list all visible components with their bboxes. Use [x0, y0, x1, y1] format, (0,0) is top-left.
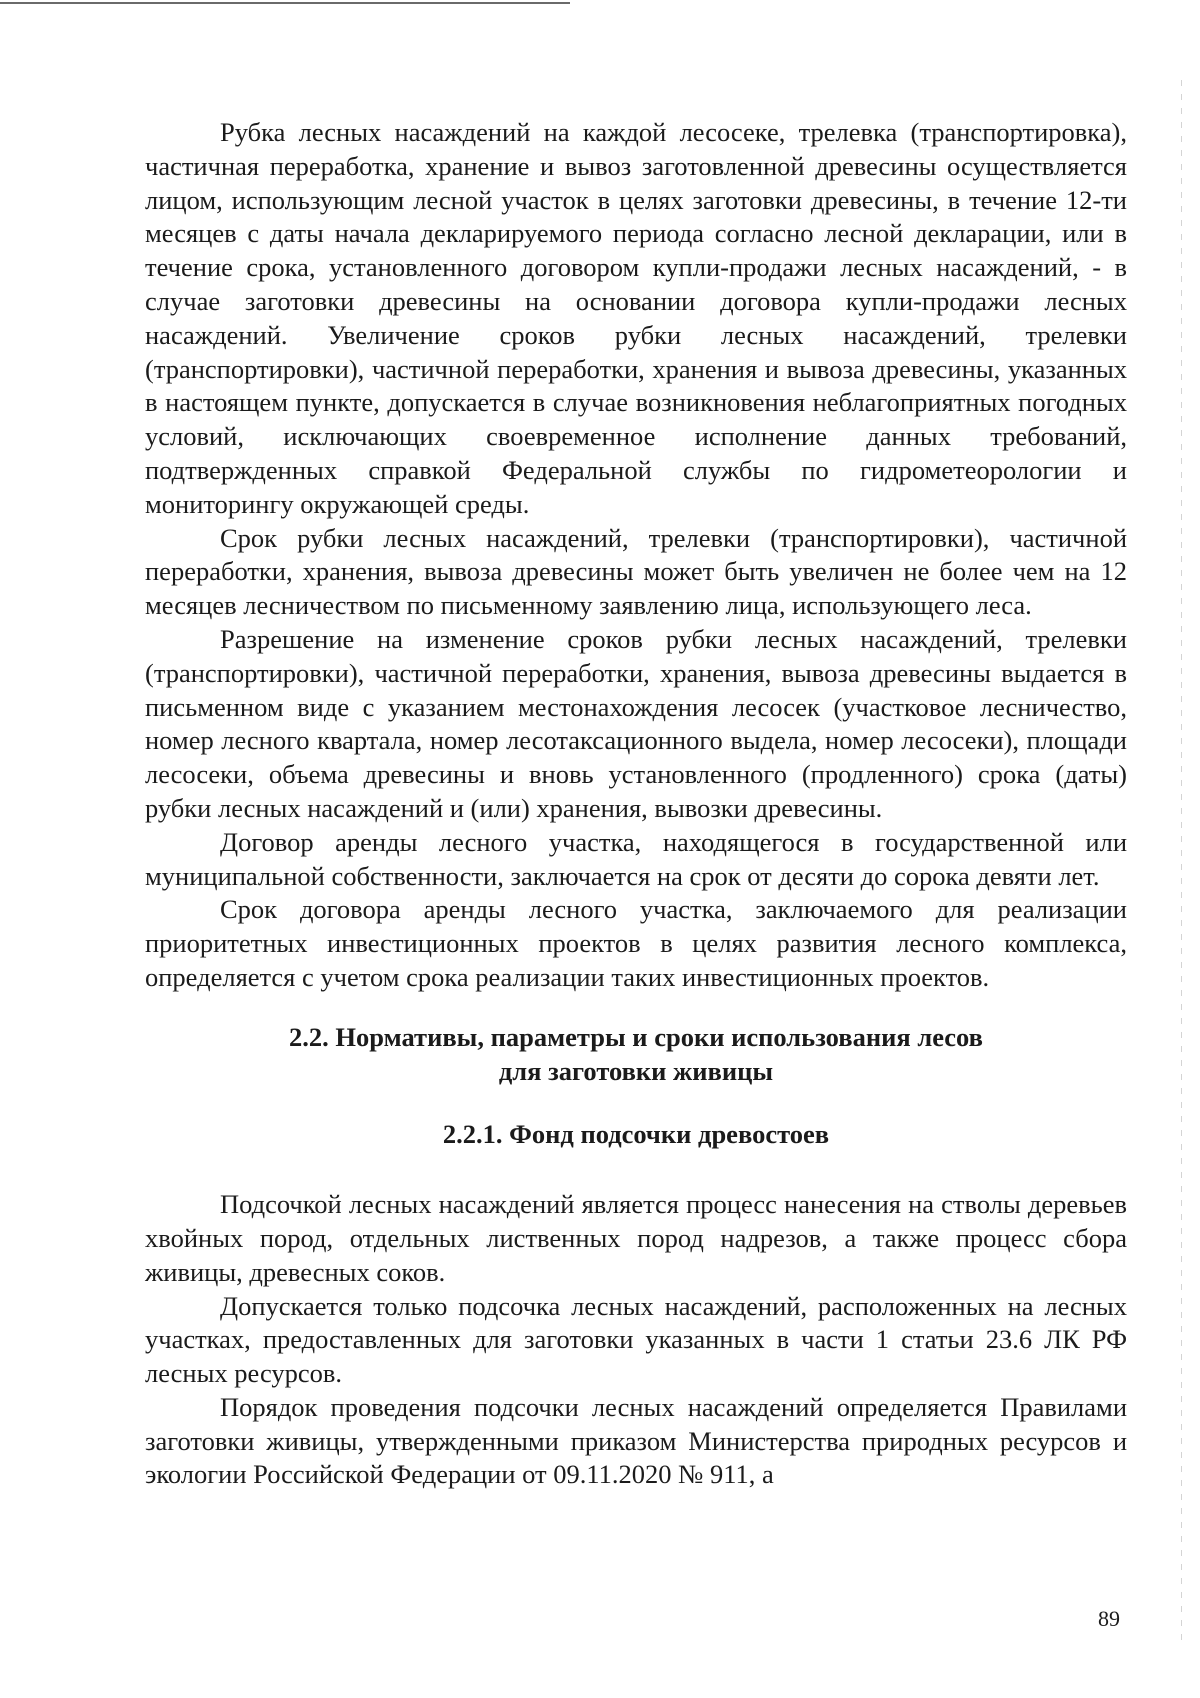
- subsection-heading: 2.2.1. Фонд подсочки древостоев: [442, 1119, 830, 1150]
- top-border-line: [0, 2, 570, 4]
- paragraph-investment-lease: Срок договора аренды лесного участка, заключаемого для реализации приоритетных инвестиционных проектов в целях развития лесного комплекса, определяется с учетом срока реализации таких инвестиционных проектов.: [145, 894, 1127, 992]
- scan-edge-marks: [1181, 80, 1182, 1640]
- section-heading-line-1: 2.2. Нормативы, параметры и сроки использования лесов: [289, 1021, 983, 1052]
- section-heading-line-2: для заготовки живицы: [498, 1055, 774, 1086]
- paragraph-tapping-rules: Порядок проведения подсочки лесных насаждений определяется Правилами заготовки живицы, утвержденными приказом Министерства природных ресурсов и экологии Российской Федерации от 09.11.2020 № 911, а: [145, 1391, 1127, 1490]
- paragraph-tapping-allowed: Допускается только подсочка лесных насаждений, расположенных на лесных участках, предоставленных для заготовки указанных в части 1 статьи 23.6 ЛК РФ лесных ресурсов.: [145, 1290, 1127, 1389]
- paragraph-term-extension: Срок рубки лесных насаждений, трелевки (транспортировки), частичной переработки, хранения, вывоза древесины может быть увеличен не более чем на 12 месяцев лесничеством по письменному заявлению лица, использующего леса.: [145, 522, 1127, 621]
- paragraph-logging-terms: Рубка лесных насаждений на каждой лесосеке, трелевка (транспортировка), частичная переработка, хранение и вывоз заготовленной древесины осуществляется лицом, использующим лесной участок в целях заготовки древесины, в течение 12-ти месяцев с даты начала декларируемого периода согласно лесной декларации, или в течение срока, установленного договором купли-продажи лесных насаждений, - в случае заготовки древесины на основании договора купли-продажи лесных насаждений. Увеличение сроков рубки лесных насаждений, трелевки (транспортировки), частичной переработки, хранения и вывоза древесины, указанных в настоящем пункте, допускается в случае возникновения неблагоприятных погодных условий, исключающих своевременное исполнение данных требований, подтвержденных справкой Федеральной службы по гидрометеорологии и мониторингу окружающей среды.: [145, 117, 1127, 519]
- page-number: 89: [1098, 1606, 1120, 1631]
- paragraph-change-permission: Разрешение на изменение сроков рубки лесных насаждений, трелевки (транспортировки), частичной переработки, хранения, вывоза древесины выдается в письменном виде с указанием местонахождения лесосек (участковое лесничество, номер лесного квартала, номер лесотаксационного выдела, номер лесосеки), площади лесосеки, объема древесины и вновь установленного (продленного) срока (даты) рубки лесных насаждений и (или) хранения, вывозки древесины.: [145, 623, 1127, 823]
- paragraph-lease-term: Договор аренды лесного участка, находящегося в государственной или муниципальной собственности, заключается на срок от десяти до сорока девяти лет.: [145, 826, 1127, 891]
- paragraph-tapping-definition: Подсочкой лесных насаждений является процесс нанесения на стволы деревьев хвойных пород, отдельных лиственных пород надрезов, а также процесс сбора живицы, древесных соков.: [145, 1189, 1127, 1287]
- page-body: [145, 116, 1127, 1492]
